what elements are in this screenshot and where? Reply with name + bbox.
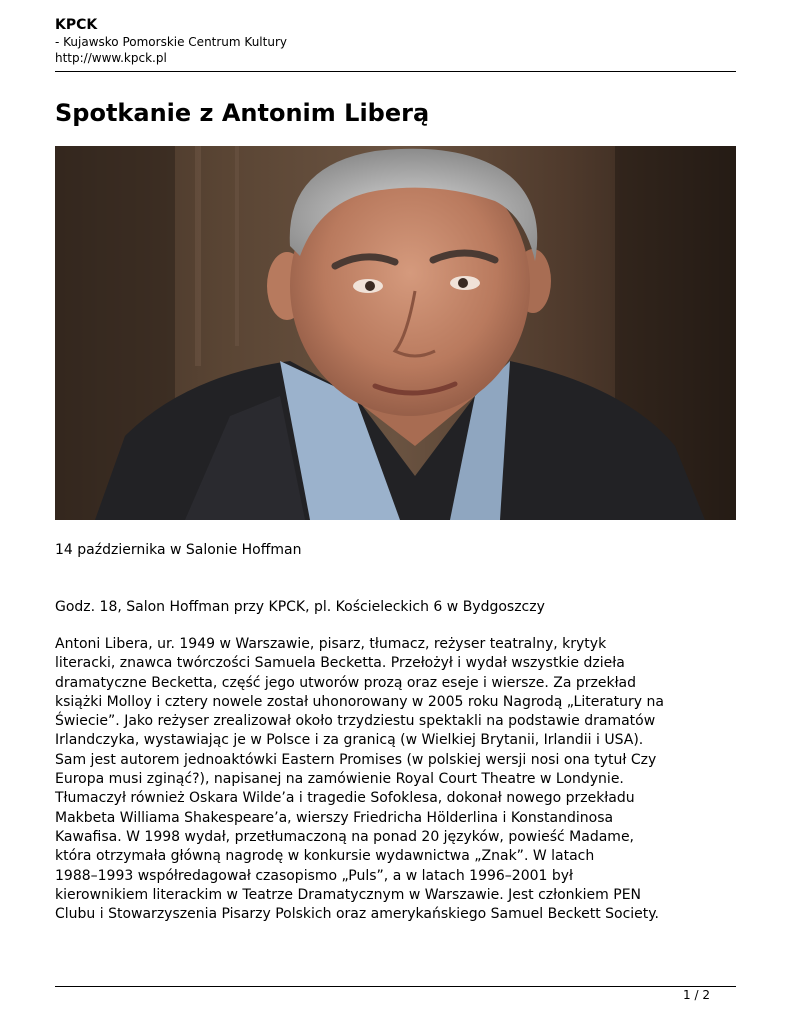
header-divider: [55, 71, 736, 72]
event-place: Godz. 18, Salon Hoffman przy KPCK, pl. Kościeleckich 6 w Bydgoszczy: [55, 599, 545, 615]
bio-line: kierownikiem literackim w Teatrze Dramatycznym w Warszawie. Jest członkiem PEN: [55, 886, 642, 903]
bio-line: literacki, znawca twórczości Samuela Becketta. Przełożył i wydał wszystkie dzieła: [55, 655, 625, 672]
bio-line: Sam jest autorem jednoaktówki Eastern Promises (w polskiej wersji nosi ona tytuł Czy: [55, 751, 657, 768]
bio-line: Świecie”. Jako reżyser zrealizował około trzydziestu spektakli na podstawie dramatów: [55, 713, 656, 730]
site-name: KPCK: [55, 17, 98, 33]
portrait-photo: [55, 146, 736, 520]
page-number: 1 / 2: [683, 988, 710, 1002]
site-full-name: - Kujawsko Pomorskie Centrum Kultury: [55, 35, 287, 49]
bio-line: Antoni Libera, ur. 1949 w Warszawie, pisarz, tłumacz, reżyser teatralny, krytyk: [55, 636, 607, 652]
bio-line: Kawafisa. W 1998 wydał, przetłumaczoną na ponad 20 języków, powieść Madame,: [55, 828, 635, 845]
bio-line: która otrzymała główną nagrodę w konkursie wydawnictwa „Znak”. W latach: [55, 848, 595, 865]
bio-line: Clubu i Stowarzyszenia Pisarzy Polskich oraz amerykańskiego Samuel Beckett Society.: [55, 906, 660, 923]
bio-line: Tłumaczył również Oskara Wilde’a i tragedie Sofoklesa, dokonał nowego przekładu: [55, 790, 635, 807]
event-date: 14 października w Salonie Hoffman: [55, 542, 302, 558]
article-title: Spotkanie z Antonim Liberą: [55, 99, 430, 127]
bio-line: Europa musi zginąć?), napisanej na zamówienie Royal Court Theatre w Londynie.: [55, 771, 624, 788]
footer-divider: [55, 986, 736, 987]
page-header: [55, 16, 736, 66]
biography-text: [55, 635, 736, 924]
bio-line: książki Molloy i cztery nowele został uhonorowany w 2005 roku Nagrodą „Literatury na: [55, 693, 664, 710]
site-url: http://www.kpck.pl: [55, 51, 167, 65]
bio-line: Makbeta Williama Shakespeare’a, wierszy Friedricha Hölderlina i Konstandinosa: [55, 809, 614, 826]
bio-line: Irlandczyka, wystawiając je w Polsce i za granicą (w Wielkiej Brytanii, Irlandii i USA).: [55, 732, 644, 749]
bio-line: 1988–1993 współredagował czasopismo „Puls”, a w latach 1996–2001 był: [55, 867, 574, 884]
bio-line: dramatyczne Becketta, część jego utworów prozą oraz eseje i wiersze. Za przekład: [55, 674, 637, 691]
